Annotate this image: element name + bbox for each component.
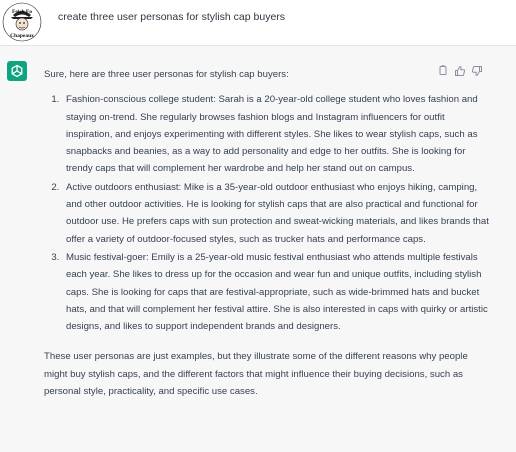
- user-message-text: create three user personas for stylish cap buyers: [58, 11, 286, 23]
- assistant-message-row: [0, 46, 516, 452]
- svg-text:Feish Fo: Feish Fo: [11, 9, 33, 15]
- response-intro: Sure, here are three user personas for stylish cap buyers:: [44, 69, 289, 80]
- assistant-avatar: [7, 61, 27, 81]
- response-outro: These user personas are just examples, but they illustrate some of the different reasons why people might buy stylish caps, and the different factors that might influence their buying decisions, such as personal style, practicality, and specific use cases.: [44, 351, 468, 398]
- persona-item-2: 2. Active outdoors enthusiast: Mike is a 35-year-old outdoor enthusiast who enjoys hiking, camping, and other outdoor activities. He is looking for stylish caps that are also practical and functional for outdoor use. He prefers caps with sun protection and sweat-wicking materials, and likes brands that offer a variety of outdoor-focused styles, such as trucker hats and performance caps.: [62, 179, 489, 248]
- assistant-message-content: [44, 66, 489, 400]
- persona-list: [44, 91, 489, 335]
- persona-item-3: 3. Music festival-goer: Emily is a 25-year-old music festival enthusiast who attends multiple festivals each year. She likes to dress up for the occasion and wear fun and unique outfits, including stylish caps. She is looking for caps that are festival-appropriate, such as wide-brimmed hats and bucket hats, and that will complement her festival attire. She is also interested in caps with quirky or artistic designs, and likes to support independent brands and designers.: [62, 249, 489, 335]
- svg-text:Chapeaux: Chapeaux: [10, 33, 34, 39]
- user-avatar: [2, 2, 42, 42]
- user-avatar-logo: [2, 2, 42, 42]
- user-message-row: [0, 0, 516, 46]
- persona-item-1: 1. Fashion-conscious college student: Sarah is a 20-year-old college student who loves fashion and staying on-trend. She regularly browses fashion blogs and Instagram influencers for outfit inspiration, and enjoys experimenting with different styles. She likes to wear stylish caps, such as snapbacks and beanies, as a way to add personality and edge to her outfits. She is looking for trendy caps that will complement her wardrobe and help her stand out on campus.: [62, 91, 489, 177]
- openai-logo-icon: [7, 61, 27, 81]
